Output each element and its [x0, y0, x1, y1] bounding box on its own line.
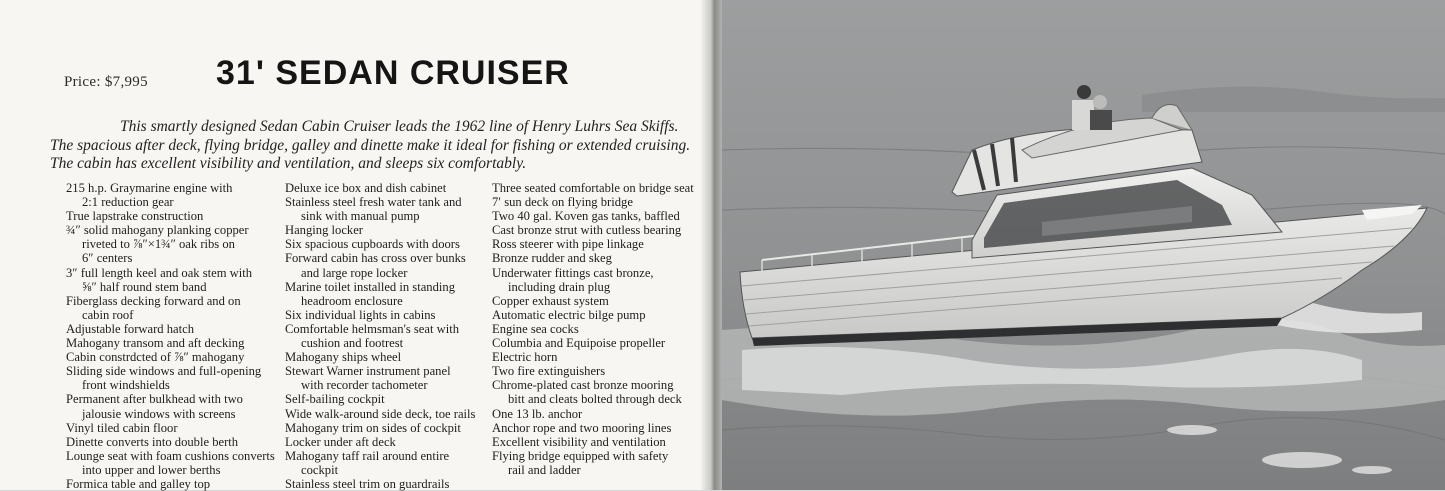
intro-line: This smartly designed Sedan Cabin Cruiser leads the 1962 line of Henry Luhrs Sea Skiffs.	[120, 118, 679, 135]
spec-item: Vinyl tiled cabin floor	[66, 420, 178, 435]
spec-item: Stainless steel fresh water tank and	[285, 195, 462, 210]
left-page	[0, 0, 712, 490]
spec-item-continuation: cabin roof	[82, 307, 134, 322]
spec-item: Adjustable forward hatch	[66, 321, 194, 336]
spec-item: Lounge seat with foam cushions converts	[66, 448, 275, 463]
spec-item: Comfortable helmsman's seat with	[285, 321, 460, 336]
spec-item: Chrome-plated cast bronze mooring	[492, 378, 674, 393]
spec-item-continuation: bitt and cleats bolted through deck	[508, 392, 682, 407]
spec-item-continuation: into upper and lower berths	[82, 462, 221, 477]
spec-item: Bronze rudder and skeg	[492, 251, 612, 266]
intro-line: The spacious after deck, flying bridge, galley and dinette make it ideal for fishing or extended cruising.	[50, 136, 691, 154]
spec-item: Fiberglass decking forward and on	[66, 293, 241, 308]
spec-item: Deluxe ice box and dish cabinet	[285, 181, 447, 195]
spec-item: Mahogany ships wheel	[285, 350, 402, 365]
spec-item: 3″ full length keel and oak stem with	[66, 265, 253, 280]
spec-item-continuation: with recorder tachometer	[301, 378, 428, 393]
spec-item: Columbia and Equipoise propeller	[492, 336, 666, 351]
spec-item: 215 h.p. Graymarine engine with	[66, 181, 233, 195]
spec-column-1	[66, 181, 276, 491]
spec-item: Mahogany trim on sides of cockpit	[285, 420, 461, 435]
spec-item: Mahogany taff rail around entire	[285, 448, 450, 463]
right-page	[722, 0, 1445, 490]
intro-paragraph	[50, 118, 690, 174]
spec-item: Excellent visibility and ventilation	[492, 434, 666, 449]
spec-item: Two 40 gal. Koven gas tanks, baffled	[492, 209, 680, 224]
spec-item: Cabin constrdcted of ⅞″ mahogany	[66, 350, 245, 365]
spec-item-continuation: including drain plug	[508, 279, 611, 294]
spec-item-continuation: ⅝″ half round stem band	[82, 279, 207, 294]
page-gutter	[700, 0, 724, 490]
spec-item: Ross steerer with pipe linkage	[492, 237, 644, 252]
spec-item: Two fire extinguishers	[492, 364, 606, 379]
price-label: Price: $7,995	[64, 74, 148, 90]
spec-item: Forward cabin has cross over bunks	[285, 251, 466, 266]
spec-item-continuation: jalousie windows with screens	[82, 406, 236, 421]
spec-item: Sliding side windows and full-opening	[66, 364, 262, 379]
spec-item: Engine sea cocks	[492, 321, 579, 336]
intro-line: The cabin has excellent visibility and ventilation, and sleeps six comfortably.	[50, 155, 527, 172]
spec-item: Underwater fittings cast bronze,	[492, 265, 654, 280]
spec-item-continuation: front windshields	[82, 378, 170, 393]
spec-column-2	[285, 181, 485, 491]
spec-item-continuation: rail and ladder	[508, 462, 581, 477]
spec-item: Marine toilet installed in standing	[285, 279, 455, 294]
spec-item: Copper exhaust system	[492, 293, 609, 308]
spec-item: One 13 lb. anchor	[492, 406, 583, 421]
spec-item: Hanging locker	[285, 223, 363, 238]
spec-item: Self-bailing cockpit	[285, 392, 385, 407]
spec-item: Dinette converts into double berth	[66, 434, 239, 449]
spec-item: Six individual lights in cabins	[285, 307, 436, 322]
spec-item-continuation: sink with manual pump	[301, 209, 420, 224]
spec-item-continuation: 2:1 reduction gear	[82, 195, 174, 210]
spec-item: Stainless steel trim on guardrails	[285, 476, 450, 491]
spec-item-continuation: cushion and footrest	[301, 336, 404, 351]
page-title: 31' SEDAN CRUISER	[216, 54, 570, 92]
spec-item: Electric horn	[492, 350, 558, 365]
spec-item: Six spacious cupboards with doors	[285, 237, 460, 252]
spec-item: ¾″ solid mahogany planking copper	[66, 223, 249, 238]
spec-item: Automatic electric bilge pump	[492, 307, 646, 322]
spec-item: 7′ sun deck on flying bridge	[492, 195, 633, 210]
spec-item-continuation: headroom enclosure	[301, 293, 403, 308]
spec-item: Mahogany transom and aft decking	[66, 336, 245, 351]
spec-item: Anchor rope and two mooring lines	[492, 420, 672, 435]
spec-item: Stewart Warner instrument panel	[285, 364, 451, 379]
boat-photo	[722, 0, 1445, 490]
spec-column-3	[492, 181, 707, 477]
spec-item-continuation: and large rope locker	[301, 265, 408, 280]
spec-item: Cast bronze strut with cutless bearing	[492, 223, 682, 238]
spec-item-continuation: riveted to ⅞″×1¾″ oak ribs on	[82, 237, 235, 252]
spec-item: Flying bridge equipped with safety	[492, 448, 669, 463]
spec-item: True lapstrake construction	[66, 209, 204, 224]
spec-item-continuation: 6″ centers	[82, 251, 133, 266]
spec-item-continuation: cockpit	[301, 462, 339, 477]
spec-item: Wide walk-around side deck, toe rails	[285, 406, 476, 421]
spec-item: Permanent after bulkhead with two	[66, 392, 243, 407]
spec-item: Formica table and galley top	[66, 476, 211, 491]
spec-item: Three seated comfortable on bridge seat	[492, 181, 694, 195]
spec-item: Locker under aft deck	[285, 434, 396, 449]
